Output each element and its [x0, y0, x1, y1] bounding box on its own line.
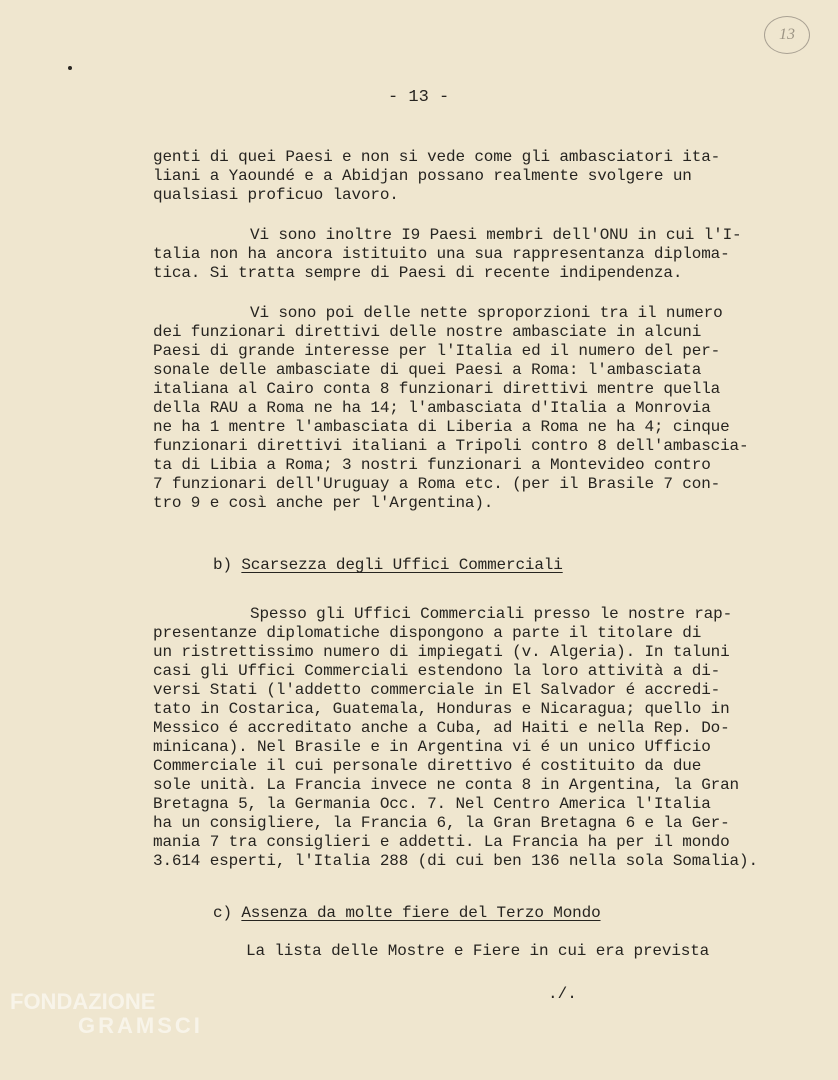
watermark-logo — [10, 990, 203, 1038]
continuation-mark: ./. — [548, 985, 577, 1003]
paragraph-line: presentanze diplomatiche dispongono a parte il titolare di — [153, 624, 702, 642]
paragraph-line: ne ha 1 mentre l'ambasciata di Liberia a Roma ne ha 4; cinque — [153, 418, 730, 436]
paragraph-line: dei funzionari direttivi delle nostre ambasciate in alcuni — [153, 323, 702, 341]
paragraph-line: 7 funzionari dell'Uruguay a Roma etc. (per il Brasile 7 con- — [153, 475, 721, 493]
section-heading-c — [213, 904, 601, 923]
paragraph-line: Commerciale il cui personale direttivo é costituito da due — [153, 757, 702, 775]
section-letter: c) — [213, 904, 232, 922]
paragraph-line: Messico é accreditato anche a Cuba, ad Haiti e nella Rep. Do- — [153, 719, 730, 737]
paragraph-line: Vi sono poi delle nette sproporzioni tra il numero — [250, 304, 723, 322]
paragraph-line: versi Stati (l'addetto commerciale in El Salvador é accredi- — [153, 681, 721, 699]
paragraph-line: La lista delle Mostre e Fiere in cui era prevista — [246, 942, 710, 960]
paragraph-line: funzionari direttivi italiani a Tripoli contro 8 dell'ambascia- — [153, 437, 749, 455]
paragraph-line: ha un consigliere, la Francia 6, la Gran Bretagna 6 e la Ger- — [153, 814, 730, 832]
paragraph-line: minicana). Nel Brasile e in Argentina vi é un unico Ufficio — [153, 738, 711, 756]
paragraph-line: sonale delle ambasciate di quei Paesi a Roma: l'ambasciata — [153, 361, 702, 379]
section-title: Assenza da molte fiere del Terzo Mondo — [241, 904, 601, 922]
section-letter: b) — [213, 556, 232, 574]
paragraph-line: talia non ha ancora istituito una sua rappresentanza diploma- — [153, 245, 730, 263]
watermark-line: GRAMSCI — [78, 1013, 203, 1038]
paragraph-line: tro 9 e così anche per l'Argentina). — [153, 494, 494, 512]
paragraph-line: della RAU a Roma ne ha 14; l'ambasciata d'Italia a Monrovia — [153, 399, 711, 417]
paragraph-line: Paesi di grande interesse per l'Italia ed il numero del per- — [153, 342, 721, 360]
section-heading-b — [213, 556, 563, 575]
page-number: - 13 - — [388, 88, 450, 107]
paragraph-line: qualsiasi proficuo lavoro. — [153, 186, 399, 204]
paragraph-line: genti di quei Paesi e non si vede come gli ambasciatori ita- — [153, 148, 721, 166]
paragraph-line: liani a Yaoundé e a Abidjan possano realmente svolgere un — [153, 167, 692, 185]
paragraph-line: italiana al Cairo conta 8 funzionari direttivi mentre quella — [153, 380, 721, 398]
paragraph-line: mania 7 tra consiglieri e addetti. La Francia ha per il mondo — [153, 833, 730, 851]
paragraph-line: Vi sono inoltre I9 Paesi membri dell'ONU in cui l'I- — [250, 226, 742, 244]
paragraph-line: ta di Libia a Roma; 3 nostri funzionari a Montevideo contro — [153, 456, 711, 474]
watermark-line: FONDAZIONE — [10, 989, 156, 1014]
paragraph-line: 3.614 esperti, l'Italia 288 (di cui ben 136 nella sola Somalia). — [153, 852, 758, 870]
ink-dot — [68, 66, 72, 70]
paragraph-line: casi gli Uffici Commerciali estendono la loro attività a di- — [153, 662, 721, 680]
paragraph-line: Bretagna 5, la Germania Occ. 7. Nel Centro America l'Italia — [153, 795, 711, 813]
paragraph-line: Spesso gli Uffici Commerciali presso le nostre rap- — [250, 605, 733, 623]
archive-stamp: 13 — [764, 16, 810, 54]
section-title: Scarsezza degli Uffici Commerciali — [241, 556, 563, 574]
paragraph-line: sole unità. La Francia invece ne conta 8 in Argentina, la Gran — [153, 776, 739, 794]
paragraph-line: tato in Costarica, Guatemala, Honduras e Nicaragua; quello in — [153, 700, 730, 718]
paragraph-line: un ristrettissimo numero di impiegati (v. Algeria). In taluni — [153, 643, 730, 661]
paragraph-line: tica. Si tratta sempre di Paesi di recente indipendenza. — [153, 264, 683, 282]
